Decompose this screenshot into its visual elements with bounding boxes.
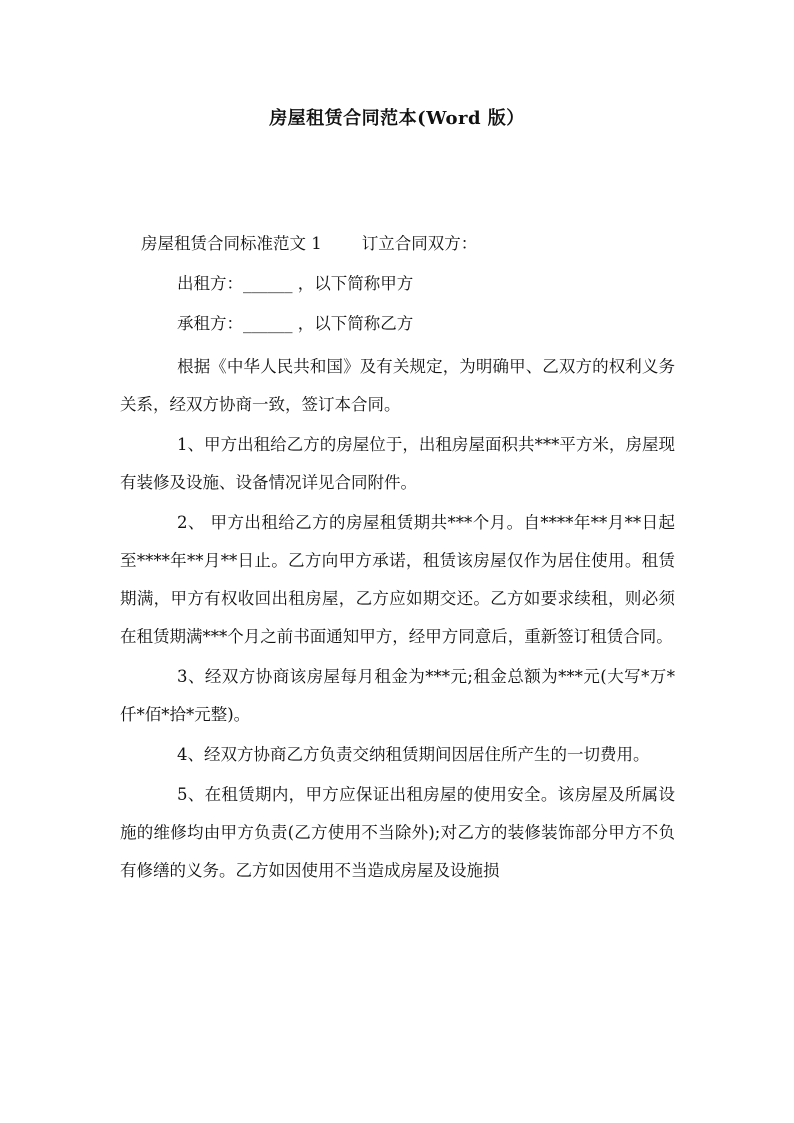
lessee-line: 承租方：______ ，以下简称乙方 [177,314,414,333]
parties-label: 订立合同双方： [361,234,478,253]
paragraph-clause-5 [120,776,675,890]
paragraph-text: 4、经双方协商乙方负责交纳租赁期间因居住所产生的一切费用。 [177,745,650,764]
paragraph-clause-1 [120,426,675,502]
paragraph-clause-4 [120,736,675,774]
contract-heading: 房屋租赁合同标准范文 1 [141,234,322,253]
document-title: 房屋租赁合同范本(Word 版） [269,108,525,129]
document-body [120,228,675,892]
paragraph-text: 3、经双方协商该房屋每月租金为***元;租金总额为***元(大写*万*仟*佰*拾*元整)。 [120,667,675,724]
paragraph-text: 根据《中华人民共和国》及有关规定，为明确甲、乙双方的权利义务关系，经双方协商一致，签订本合同。 [120,357,675,414]
paragraph-clause-2 [120,504,675,656]
paragraph-text: 2、 甲方出租给乙方的房屋租赁期共***个月。自****年**月**日起至****年**月**日止。乙方向甲方承诺，租赁该房屋仅作为居住使用。租赁期满，甲方有权收回出租房屋，乙方应如期交还。乙方如要求续租，则必须在租赁期满***个月之前书面通知甲方，经甲方同意后，重新签订租赁合同。 [120,513,675,646]
paragraph-basis [120,348,675,424]
paragraph-text: 1、甲方出租给乙方的房屋位于，出租房屋面积共***平方米，房屋现有装修及设施、设备情况详见合同附件。 [120,435,675,492]
intro-line [141,228,675,259]
paragraph-clause-3 [120,658,675,734]
paragraph-text: 5、在租赁期内，甲方应保证出租房屋的使用安全。该房屋及所属设施的维修均由甲方负责(乙方使用不当除外);对乙方的装修装饰部分甲方不负有修缮的义务。乙方如因使用不当造成房屋及设施损 [120,785,675,880]
lessor-line: 出租方：______ ，以下简称甲方 [177,274,414,293]
